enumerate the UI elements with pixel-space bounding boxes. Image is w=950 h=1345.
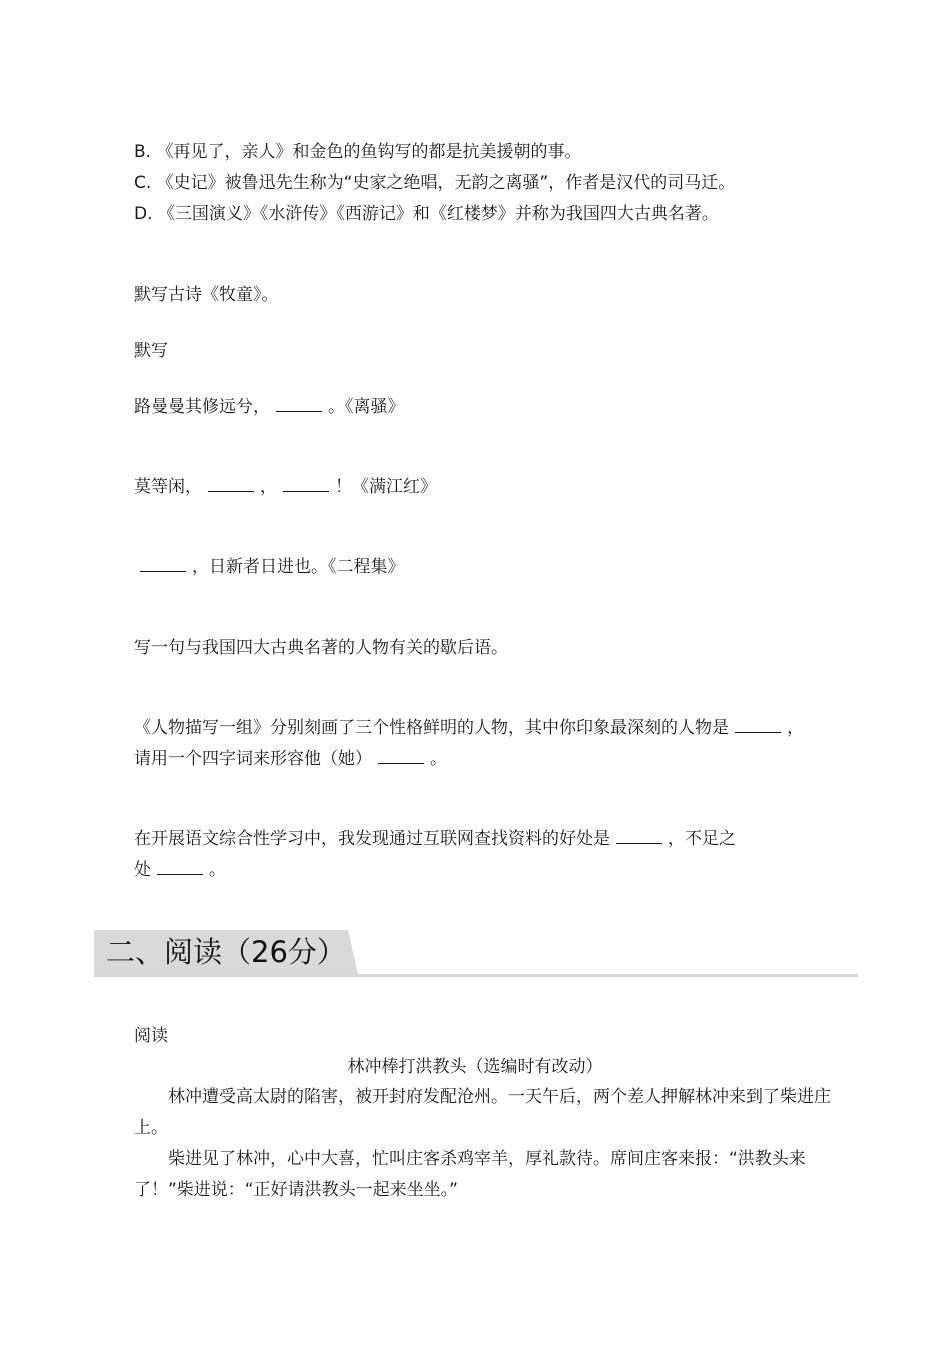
reading-paragraph-2: 柴进见了林冲，心中大喜，忙叫庄客杀鸡宰羊，厚礼款待。席间庄客来报：“洪教头来了！”柴进说：“正好请洪教头一起来坐坐。” — [134, 1149, 806, 1200]
lisao-text-post: 。《离骚》 — [328, 397, 405, 417]
answer-blank[interactable] — [735, 716, 781, 733]
renwu-text-post: ， — [787, 718, 804, 738]
question-erchengji — [134, 555, 405, 579]
question-renwu-line1 — [134, 716, 804, 740]
question-renwu-line2 — [134, 747, 447, 771]
renwu-text-pre: 《人物描写一组》分别刻画了三个性格鲜明的人物，其中你印象最深刻的人物是 — [134, 718, 729, 738]
section-title: 二、阅读（26分） — [106, 935, 346, 969]
question-internet-line1 — [134, 827, 736, 851]
answer-blank[interactable] — [283, 475, 329, 492]
reading-paragraph-1: 林冲遭受高太尉的陷害，被开封府发配沧州。一天午后，两个差人押解林冲来到了柴进庄上。 — [134, 1087, 831, 1138]
answer-blank[interactable] — [140, 555, 186, 572]
question-lisao — [134, 395, 405, 419]
dictation-label: 默写 — [134, 341, 168, 361]
option-b: B. 《再见了，亲人》和金色的鱼钩写的都是抗美援朝的事。 — [134, 142, 582, 162]
section-header — [94, 930, 858, 977]
internet-text-pre: 在开展语文综合性学习中，我发现通过互联网查找资料的好处是 — [134, 829, 610, 849]
internet-line2-post: 。 — [209, 860, 226, 880]
manjianghong-text-mid: ， — [260, 477, 277, 497]
question-internet-line2 — [134, 858, 226, 882]
erchengji-text-post: ，日新者日进也。《二程集》 — [192, 557, 405, 577]
answer-blank[interactable] — [208, 475, 254, 492]
renwu-line2-pre: 请用一个四字词来形容他（她） — [134, 749, 372, 769]
manjianghong-text-post: ！《满江红》 — [335, 477, 437, 497]
reading-title: 林冲棒打洪教头（选编时有改动） — [347, 1057, 603, 1077]
answer-blank[interactable] — [616, 827, 662, 844]
question-xiehouyu: 写一句与我国四大古典名著的人物有关的歇后语。 — [134, 638, 508, 658]
question-manjianghong — [134, 475, 437, 499]
lisao-text-pre: 路曼曼其修远兮， — [134, 397, 270, 417]
answer-blank[interactable] — [276, 395, 322, 412]
option-c: C. 《史记》被鲁迅先生称为“史家之绝唱，无韵之离骚”，作者是汉代的司马迁。 — [134, 173, 736, 193]
renwu-line2-post: 。 — [430, 749, 447, 769]
question-poem: 默写古诗《牧童》。 — [134, 285, 279, 305]
answer-blank[interactable] — [378, 747, 424, 764]
option-d: D. 《三国演义》《水浒传》《西游记》和《红楼梦》并称为我国四大古典名著。 — [134, 204, 719, 224]
internet-line2-pre: 处 — [134, 860, 151, 880]
manjianghong-text-pre: 莫等闲， — [134, 477, 202, 497]
internet-text-mid: ，不足之 — [668, 829, 736, 849]
answer-blank[interactable] — [157, 858, 203, 875]
reading-label: 阅读 — [134, 1026, 168, 1046]
